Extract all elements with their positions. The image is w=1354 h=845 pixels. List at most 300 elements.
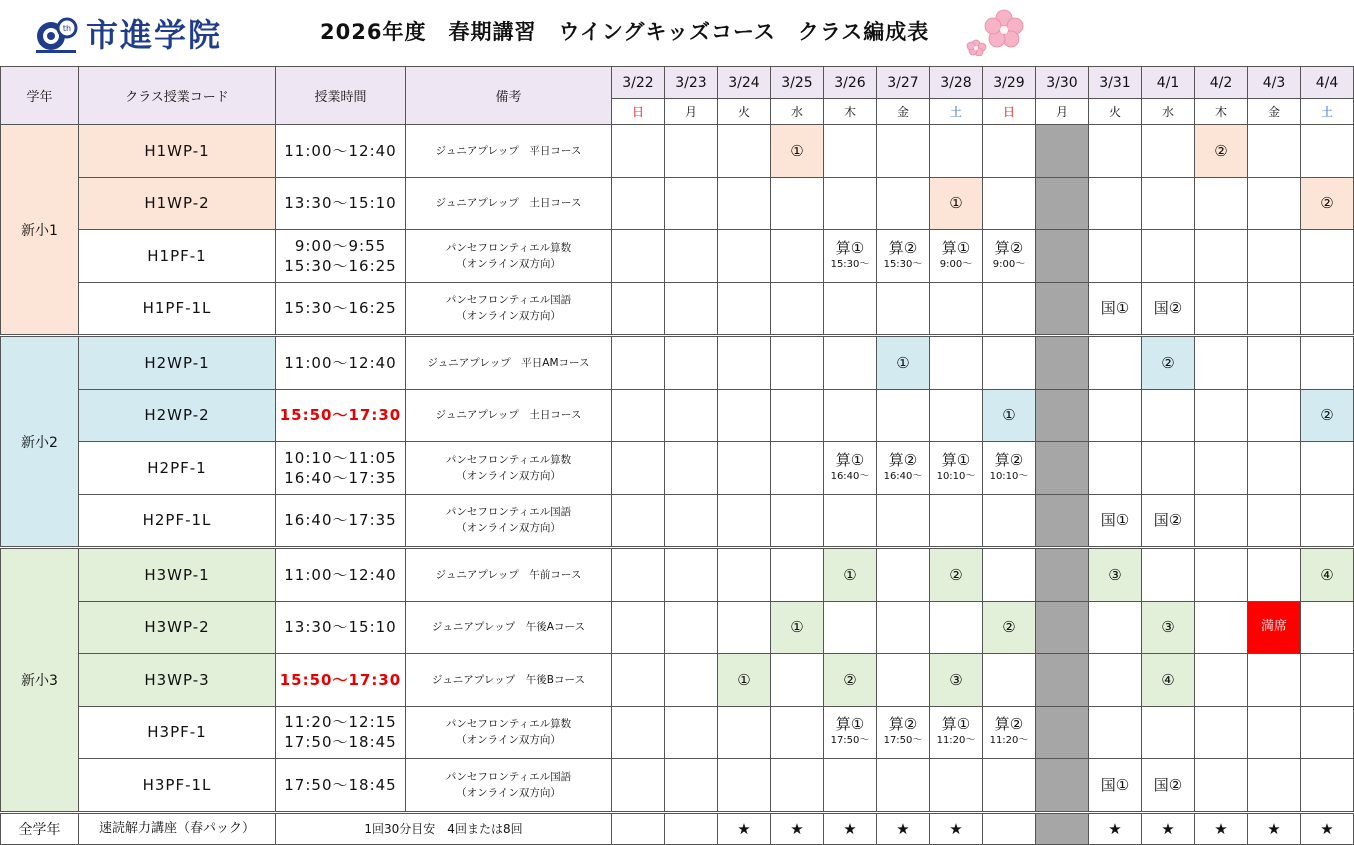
time-cell — [276, 336, 406, 390]
session-cell — [1301, 336, 1354, 390]
session-cell — [665, 177, 718, 230]
time-line: 13:30～15:10 — [284, 194, 397, 213]
session-cell — [930, 177, 983, 230]
table-row — [1, 548, 1354, 602]
weekday-header: 月 — [1036, 99, 1089, 125]
session-label: 算① — [835, 450, 865, 469]
class-code-cell: H2WP-1 — [79, 336, 276, 390]
time-cell — [276, 601, 406, 654]
session-cell — [771, 494, 824, 548]
table-row — [1, 230, 1354, 283]
column-header-code: クラス授業コード — [79, 67, 276, 125]
class-code-cell: H1WP-1 — [79, 125, 276, 178]
session-cell — [1195, 548, 1248, 602]
session-cell — [718, 812, 771, 844]
session-cell — [1142, 230, 1195, 283]
session-label: ④ — [1161, 670, 1175, 689]
grade-cell: 全学年 — [1, 812, 79, 844]
session-cell — [1248, 177, 1301, 230]
time-line: 17:50～18:45 — [284, 733, 397, 752]
session-cell — [1248, 336, 1301, 390]
note-line: ジュニアプレップ 平日AMコース — [427, 356, 590, 369]
note-line: （オンライン双方向） — [456, 257, 561, 270]
class-code-cell: H1PF-1 — [79, 230, 276, 283]
session-cell — [1248, 230, 1301, 283]
session-cell — [930, 282, 983, 336]
session-cell — [1248, 812, 1301, 844]
session-cell — [824, 442, 877, 495]
session-cell — [1301, 230, 1354, 283]
session-cell — [1036, 442, 1089, 495]
class-code-cell: H3WP-2 — [79, 601, 276, 654]
session-cell — [665, 125, 718, 178]
session-cell — [1248, 442, 1301, 495]
note-line: パンセフロンティエル国語 — [445, 770, 572, 783]
session-cell — [824, 389, 877, 442]
session-cell — [1036, 282, 1089, 336]
session-cell — [930, 706, 983, 759]
session-cell — [1142, 125, 1195, 178]
note-line: パンセフロンティエル算数 — [445, 453, 572, 466]
session-label: 算② — [994, 238, 1024, 257]
session-cell — [930, 548, 983, 602]
session-cell — [983, 442, 1036, 495]
column-header-grade: 学年 — [1, 67, 79, 125]
date-header: 4/4 — [1301, 67, 1354, 99]
session-label: ② — [1002, 618, 1016, 637]
session-cell — [1036, 654, 1089, 707]
full-badge — [1248, 601, 1301, 654]
weekday-header: 木 — [824, 99, 877, 125]
session-cell — [1142, 548, 1195, 602]
time-line: 11:20～12:15 — [284, 713, 397, 732]
session-cell — [1089, 812, 1142, 844]
session-cell — [1301, 125, 1354, 178]
column-header-note: 備考 — [406, 67, 612, 125]
session-cell — [771, 336, 824, 390]
class-code-cell: H3PF-1 — [79, 706, 276, 759]
session-cell — [1195, 282, 1248, 336]
session-cell — [665, 230, 718, 283]
session-cell — [983, 125, 1036, 178]
session-cell — [718, 282, 771, 336]
weekday-header: 木 — [1195, 99, 1248, 125]
session-cell — [1036, 389, 1089, 442]
session-label: ① — [1002, 406, 1016, 425]
session-cell — [1089, 177, 1142, 230]
weekday-header: 水 — [1142, 99, 1195, 125]
session-cell — [612, 654, 665, 707]
session-cell — [1142, 177, 1195, 230]
session-cell — [718, 389, 771, 442]
session-cell — [1195, 601, 1248, 654]
weekday-header: 土 — [930, 99, 983, 125]
session-cell — [665, 442, 718, 495]
time-line: 11:00～12:40 — [284, 565, 397, 584]
time-line: 16:40～17:35 — [284, 511, 397, 530]
session-cell — [983, 706, 1036, 759]
session-cell — [665, 282, 718, 336]
session-cell — [930, 494, 983, 548]
session-label: ② — [1320, 406, 1334, 425]
session-label: ① — [737, 670, 751, 689]
session-cell — [665, 548, 718, 602]
table-row — [1, 177, 1354, 230]
session-cell — [1301, 494, 1354, 548]
session-cell — [1195, 494, 1248, 548]
session-cell — [771, 230, 824, 283]
star-icon: ★ — [790, 819, 804, 838]
session-cell — [1195, 654, 1248, 707]
session-cell — [877, 177, 930, 230]
time-cell — [276, 442, 406, 495]
class-code-cell: H2PF-1 — [79, 442, 276, 495]
date-header: 3/31 — [1089, 67, 1142, 99]
table-row — [1, 706, 1354, 759]
session-cell — [1142, 812, 1195, 844]
session-cell — [877, 812, 930, 844]
session-cell — [1036, 125, 1089, 178]
session-cell — [1142, 654, 1195, 707]
class-code-cell: H1WP-2 — [79, 177, 276, 230]
table-row — [1, 125, 1354, 178]
session-cell — [718, 442, 771, 495]
star-icon: ★ — [1108, 819, 1122, 838]
session-cell — [718, 759, 771, 813]
note-line: パンセフロンティエル算数 — [445, 241, 572, 254]
class-code-cell: H3WP-1 — [79, 548, 276, 602]
header — [0, 0, 1354, 66]
note-cell — [406, 282, 612, 336]
session-cell — [1142, 282, 1195, 336]
note-line: パンセフロンティエル国語 — [445, 294, 572, 307]
session-label: ④ — [1320, 565, 1334, 584]
table-row — [1, 389, 1354, 442]
session-label: ② — [843, 670, 857, 689]
session-cell — [983, 177, 1036, 230]
session-cell — [612, 230, 665, 283]
note-cell — [406, 601, 612, 654]
session-cell — [1142, 389, 1195, 442]
session-cell — [824, 336, 877, 390]
class-code-cell: H3PF-1L — [79, 759, 276, 813]
weekday-header: 水 — [771, 99, 824, 125]
session-cell — [1036, 494, 1089, 548]
session-cell — [1142, 706, 1195, 759]
session-cell — [1089, 548, 1142, 602]
weekday-header: 日 — [612, 99, 665, 125]
session-cell — [612, 389, 665, 442]
session-cell — [1036, 230, 1089, 283]
session-cell — [1089, 706, 1142, 759]
session-cell — [1301, 442, 1354, 495]
session-cell — [1195, 230, 1248, 283]
time-line: 15:50～17:30 — [279, 406, 402, 425]
session-cell — [612, 601, 665, 654]
session-cell — [1301, 282, 1354, 336]
time-cell — [276, 494, 406, 548]
session-cell — [718, 177, 771, 230]
session-start: 10:10～ — [936, 470, 976, 482]
session-cell — [1248, 706, 1301, 759]
session-cell — [771, 389, 824, 442]
weekday-header: 金 — [1248, 99, 1301, 125]
session-cell — [877, 548, 930, 602]
session-cell — [983, 389, 1036, 442]
session-cell — [612, 282, 665, 336]
page-title: 2026年度 春期講習 ウイングキッズコース クラス編成表 — [320, 20, 930, 44]
session-cell — [877, 442, 930, 495]
time-line: 10:10～11:05 — [284, 448, 397, 467]
session-start: 16:40～ — [883, 470, 923, 482]
session-cell — [824, 601, 877, 654]
date-header: 3/27 — [877, 67, 930, 99]
session-cell — [1301, 706, 1354, 759]
session-label: ② — [1320, 194, 1334, 213]
table-row — [1, 442, 1354, 495]
session-label: ① — [896, 353, 910, 372]
session-start: 17:50～ — [830, 735, 870, 747]
session-cell — [1301, 601, 1354, 654]
session-cell — [771, 548, 824, 602]
class-code-cell: H3WP-3 — [79, 654, 276, 707]
session-cell — [1036, 706, 1089, 759]
session-cell — [1142, 759, 1195, 813]
session-label: 算① — [835, 238, 865, 257]
session-cell — [1036, 759, 1089, 813]
session-cell — [1089, 759, 1142, 813]
date-header: 3/28 — [930, 67, 983, 99]
session-cell — [771, 654, 824, 707]
note-cell — [406, 336, 612, 390]
session-cell — [665, 706, 718, 759]
date-header: 3/25 — [771, 67, 824, 99]
session-cell — [718, 125, 771, 178]
brand-name: 市進学院 — [86, 16, 223, 54]
session-cell — [1089, 336, 1142, 390]
weekday-header: 火 — [1089, 99, 1142, 125]
session-cell — [612, 442, 665, 495]
note-cell — [406, 759, 612, 813]
session-start: 10:10～ — [989, 470, 1029, 482]
star-icon: ★ — [1214, 819, 1228, 838]
session-cell — [824, 230, 877, 283]
time-cell — [276, 706, 406, 759]
session-cell — [877, 601, 930, 654]
note-line: ジュニアプレップ 午前コース — [435, 568, 582, 581]
star-icon: ★ — [737, 819, 751, 838]
session-label: ② — [1214, 141, 1228, 160]
session-cell — [1301, 389, 1354, 442]
session-cell — [1195, 812, 1248, 844]
note-cell — [406, 389, 612, 442]
session-label: 算② — [888, 238, 918, 257]
session-cell — [1089, 442, 1142, 495]
session-label: 国① — [1100, 775, 1130, 794]
session-cell — [612, 759, 665, 813]
date-header: 3/29 — [983, 67, 1036, 99]
session-cell — [718, 548, 771, 602]
session-label: 国② — [1153, 775, 1183, 794]
session-cell — [1089, 601, 1142, 654]
session-cell — [1195, 706, 1248, 759]
note-line: ジュニアプレップ 午後Aコース — [432, 621, 585, 634]
note-line: ジュニアプレップ 土日コース — [435, 197, 582, 210]
time-cell — [276, 548, 406, 602]
session-start: 15:30～ — [883, 258, 923, 270]
weekday-header: 月 — [665, 99, 718, 125]
session-cell — [1301, 812, 1354, 844]
session-start: 11:20～ — [936, 735, 976, 747]
session-cell — [877, 494, 930, 548]
time-line: 11:00～12:40 — [284, 141, 397, 160]
session-cell — [612, 125, 665, 178]
session-label: 算① — [941, 238, 971, 257]
session-cell — [877, 706, 930, 759]
note-line: （オンライン双方向） — [456, 469, 561, 482]
time-cell — [276, 654, 406, 707]
anniversary-badge-icon — [34, 14, 80, 54]
session-cell — [771, 177, 824, 230]
table-row — [1, 282, 1354, 336]
session-cell — [612, 177, 665, 230]
date-header: 4/1 — [1142, 67, 1195, 99]
session-label: 国① — [1100, 511, 1130, 530]
session-label: ① — [790, 618, 804, 637]
note-cell — [406, 654, 612, 707]
note-cell — [406, 706, 612, 759]
note-line: パンセフロンティエル算数 — [445, 718, 572, 731]
session-cell — [877, 759, 930, 813]
session-cell — [1142, 442, 1195, 495]
session-cell — [1036, 336, 1089, 390]
session-label: ③ — [1108, 565, 1122, 584]
time-line: 15:30～16:25 — [284, 256, 397, 275]
session-cell — [612, 548, 665, 602]
session-start: 15:30～ — [830, 258, 870, 270]
session-cell — [983, 601, 1036, 654]
session-cell — [877, 389, 930, 442]
session-label: 算① — [941, 715, 971, 734]
note-cell — [406, 548, 612, 602]
session-cell — [824, 177, 877, 230]
time-cell — [276, 125, 406, 178]
session-cell — [824, 706, 877, 759]
session-label: 算① — [835, 715, 865, 734]
session-cell — [771, 759, 824, 813]
brand-logo[interactable] — [34, 12, 279, 58]
session-start: 9:00～ — [939, 258, 973, 270]
sakura-icon — [966, 8, 1028, 56]
session-cell — [983, 548, 1036, 602]
session-cell — [824, 125, 877, 178]
session-label: 満席 — [1260, 619, 1287, 635]
session-cell — [1195, 336, 1248, 390]
grade-cell: 新小2 — [1, 336, 79, 548]
session-cell — [1089, 389, 1142, 442]
session-cell — [1248, 654, 1301, 707]
note-cell — [406, 125, 612, 178]
table-row — [1, 601, 1354, 654]
session-cell — [824, 654, 877, 707]
session-cell — [1089, 494, 1142, 548]
table-header — [1, 67, 1354, 125]
session-cell — [718, 601, 771, 654]
date-header: 4/2 — [1195, 67, 1248, 99]
star-icon: ★ — [1267, 819, 1281, 838]
session-cell — [877, 125, 930, 178]
session-label: ② — [949, 565, 963, 584]
session-label: ③ — [949, 670, 963, 689]
time-line: 15:50～17:30 — [279, 670, 402, 689]
session-cell — [1248, 389, 1301, 442]
note-cell — [406, 494, 612, 548]
session-cell — [983, 812, 1036, 844]
session-cell — [612, 336, 665, 390]
session-cell — [930, 812, 983, 844]
session-cell — [1195, 125, 1248, 178]
session-cell — [877, 282, 930, 336]
course-name-cell: 速読解力講座（春パック） — [79, 812, 276, 844]
session-cell — [824, 759, 877, 813]
session-cell — [771, 282, 824, 336]
session-cell — [1142, 336, 1195, 390]
date-header: 4/3 — [1248, 67, 1301, 99]
time-line: 9:00～9:55 — [294, 236, 387, 255]
note-cell — [406, 230, 612, 283]
session-label: 算① — [941, 450, 971, 469]
weekday-header: 土 — [1301, 99, 1354, 125]
svg-text:th: th — [62, 24, 72, 33]
session-cell — [877, 654, 930, 707]
session-cell — [824, 494, 877, 548]
session-label: ② — [1161, 353, 1175, 372]
note-line: （オンライン双方向） — [456, 522, 561, 535]
session-cell — [771, 601, 824, 654]
class-code-cell: H1PF-1L — [79, 282, 276, 336]
time-line: 13:30～15:10 — [284, 618, 397, 637]
session-cell — [771, 125, 824, 178]
note-line: （オンライン双方向） — [456, 310, 561, 323]
session-cell — [718, 494, 771, 548]
session-cell — [665, 759, 718, 813]
session-start: 17:50～ — [883, 735, 923, 747]
class-code-cell: H2WP-2 — [79, 389, 276, 442]
session-cell — [877, 230, 930, 283]
session-cell — [877, 336, 930, 390]
note-cell: 1回30分目安 4回または8回 — [276, 812, 612, 844]
time-line: 17:50～18:45 — [284, 775, 397, 794]
note-line: ジュニアプレップ 土日コース — [435, 409, 582, 422]
session-label: ③ — [1161, 618, 1175, 637]
star-icon: ★ — [1161, 819, 1175, 838]
time-cell — [276, 177, 406, 230]
session-cell — [983, 759, 1036, 813]
star-icon: ★ — [949, 819, 963, 838]
session-cell — [930, 389, 983, 442]
session-cell — [665, 389, 718, 442]
session-label: 算② — [994, 450, 1024, 469]
session-label: 国② — [1153, 511, 1183, 530]
session-cell — [1195, 759, 1248, 813]
date-header: 3/24 — [718, 67, 771, 99]
session-cell — [718, 654, 771, 707]
session-cell — [718, 706, 771, 759]
star-icon: ★ — [896, 819, 910, 838]
session-label: 国② — [1153, 299, 1183, 318]
table-body — [1, 125, 1354, 845]
session-cell — [824, 282, 877, 336]
